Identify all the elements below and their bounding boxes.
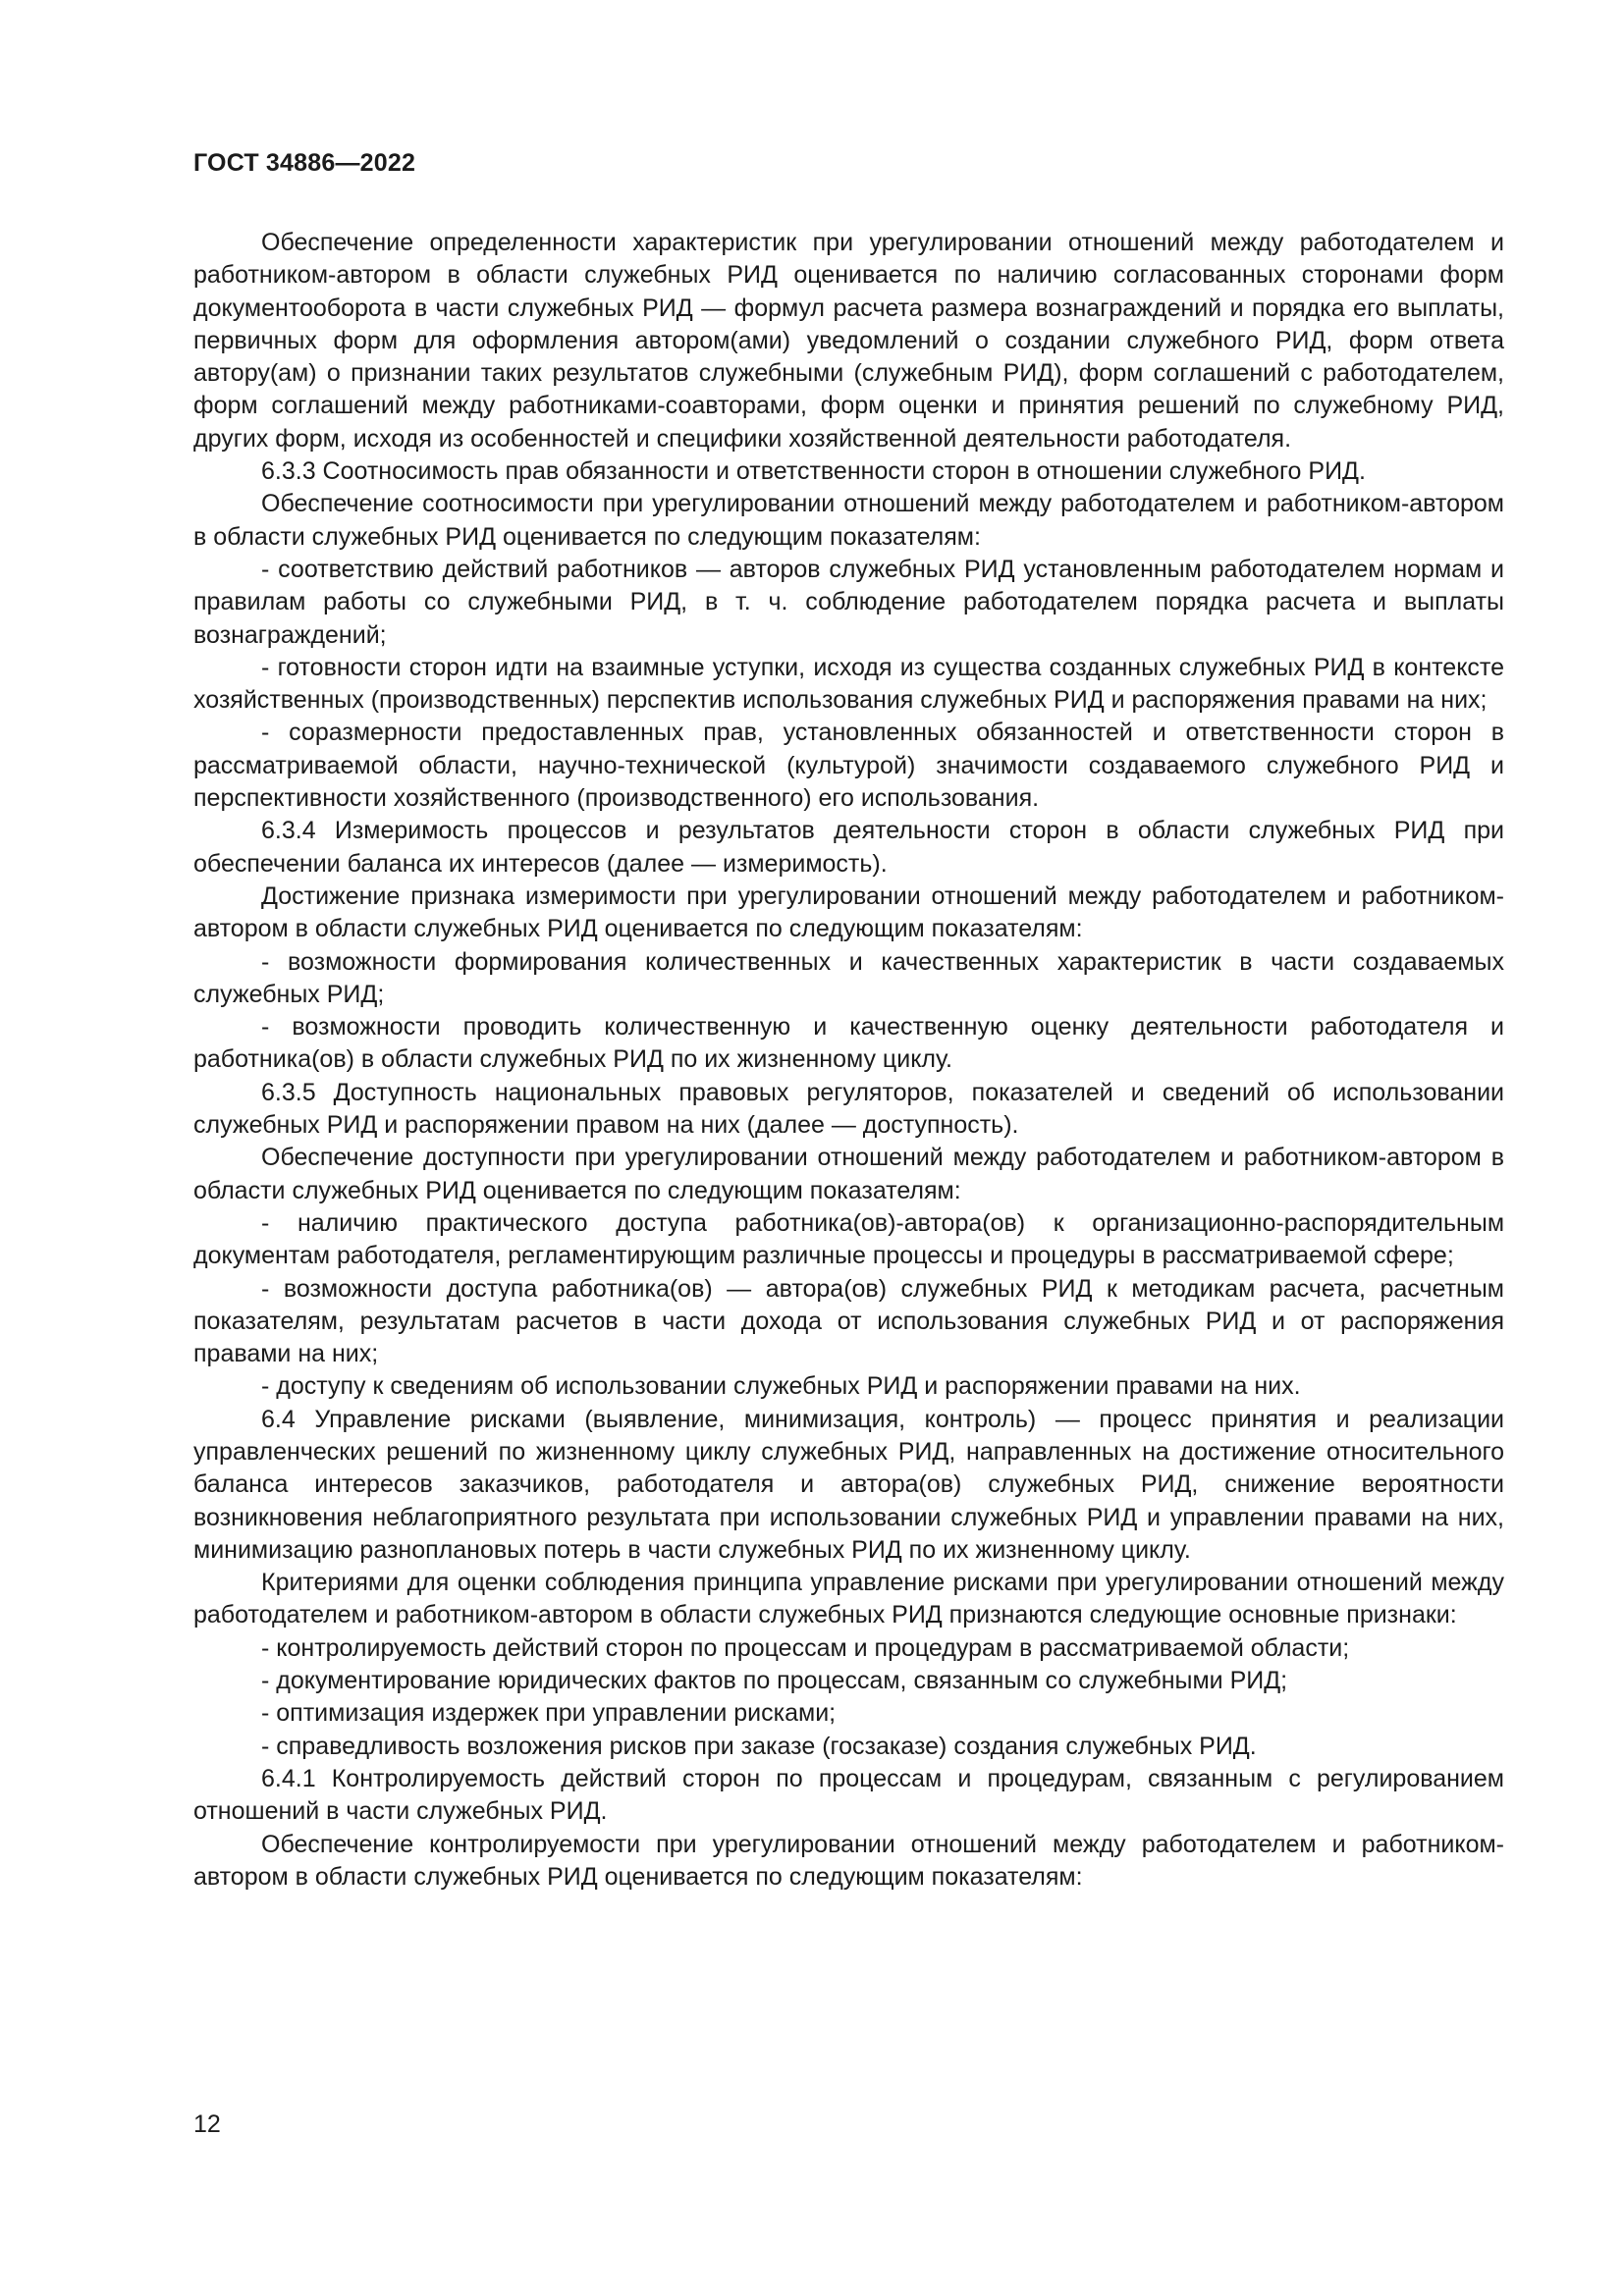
document-body: [193, 227, 1504, 1894]
list-item: - соответствию действий работников — авторов служебных РИД установленным работодателем нормам и правилам работы со служебными РИД, в т. ч. соблюдение работодателем порядка расчета и выплаты вознаграждений;: [193, 555, 1504, 649]
section-heading: 6.3.3 Соотносимость прав обязанности и ответственности сторон в отношении служебного РИД.: [261, 457, 1366, 486]
paragraph: Критериями для оценки соблюдения принципа управление рисками при урегулировании отношений между работодателем и работником-автором в области служебных РИД признаются следующие основные признаки:: [193, 1569, 1504, 1629]
list-item: - оптимизация издержек при управлении рисками;: [261, 1699, 837, 1728]
list-item: - контролируемость действий сторон по процессам и процедурам в рассматриваемой области;: [261, 1633, 1350, 1662]
paragraph: Обеспечение соотносимости при урегулировании отношений между работодателем и работником-автором в области служебных РИД оценивается по следующим показателям:: [193, 490, 1504, 551]
list-item: - документирование юридических фактов по процессам, связанным со служебными РИД;: [261, 1667, 1288, 1695]
list-item: - доступу к сведениям об использовании служебных РИД и распоряжении правами на них.: [261, 1372, 1301, 1401]
section-heading: 6.3.4 Измеримость процессов и результатов деятельности сторон в области служебных РИД при обеспечении баланса их интересов (далее — измеримость).: [193, 817, 1504, 878]
list-item: - возможности доступа работника(ов) — автора(ов) служебных РИД к методикам расчета, расчетным показателям, результатам расчетов в части дохода от использования служебных РИД и от распоряжения правами на них;: [193, 1274, 1504, 1368]
paragraph: Обеспечение контролируемости при урегулировании отношений между работодателем и работником-автором в области служебных РИД оценивается по следующим показателям:: [193, 1830, 1504, 1891]
section-heading: 6.4.1 Контролируемость действий сторон по процессам и процедурам, связанным с регулированием отношений в части служебных РИД.: [193, 1764, 1504, 1826]
list-item: - возможности проводить количественную и качественную оценку деятельности работодателя и работника(ов) в области служебных РИД по их жизненному циклу.: [193, 1013, 1504, 1074]
paragraph: Обеспечение определенности характеристик при урегулировании отношений между работодателем и работником-автором в области служебных РИД оценивается по наличию согласованных сторонами форм документооборота в части служебных РИД — формул расчета размера вознаграждений и порядка его выплаты, первичных форм для оформления автором(ами) уведомлений о создании служебного РИД, форм ответа автору(ам) о признании таких результатов служебными (служебным РИД), форм соглашений с работодателем, форм соглашений между работниками-соавторами, форм оценки и принятия решений по служебному РИД, других форм, исходя из особенностей и специфики хозяйственной деятельности работодателя.: [193, 229, 1504, 453]
paragraph: Достижение признака измеримости при урегулировании отношений между работодателем и работником-автором в области служебных РИД оценивается по следующим показателям:: [193, 881, 1504, 943]
page-number: 12: [193, 2110, 221, 2138]
list-item: - наличию практического доступа работника(ов)-автора(ов) к организационно-распорядительным документам работодателя, регламентирующим различные процессы и процедуры в рассматриваемой сфере;: [193, 1208, 1504, 1270]
section-heading: 6.4 Управление рисками (выявление, минимизация, контроль) — процесс принятия и реализации управленческих решений по жизненному циклу служебных РИД, направленных на достижение относительного баланса интересов заказчиков, работодателя и автора(ов) служебных РИД, снижение вероятности возникновения неблагоприятного результата при использовании служебных РИД и управлении правами на них, минимизацию разноплановых потерь в части служебных РИД по их жизненному циклу.: [193, 1405, 1504, 1564]
list-item: - готовности сторон идти на взаимные уступки, исходя из существа созданных служебных РИД в контексте хозяйственных (производственных) перспектив использования служебных РИД и распоряжения правами на них;: [193, 653, 1504, 715]
list-item: - справедливость возложения рисков при заказе (госзаказе) создания служебных РИД.: [261, 1732, 1257, 1760]
standard-header: ГОСТ 34886—2022: [193, 149, 416, 177]
paragraph: Обеспечение доступности при урегулировании отношений между работодателем и работником-автором в области служебных РИД оценивается по следующим показателям:: [193, 1144, 1504, 1204]
list-item: - соразмерности предоставленных прав, установленных обязанностей и ответственности сторон в рассматриваемой области, научно-технической (культурой) значимости создаваемого служебного РИД и перспективности хозяйственного (производственного) его использования.: [193, 719, 1504, 813]
section-heading: 6.3.5 Доступность национальных правовых регуляторов, показателей и сведений об использовании служебных РИД и распоряжении правом на них (далее — доступность).: [193, 1078, 1504, 1140]
list-item: - возможности формирования количественных и качественных характеристик в части создаваемых служебных РИД;: [193, 947, 1504, 1008]
